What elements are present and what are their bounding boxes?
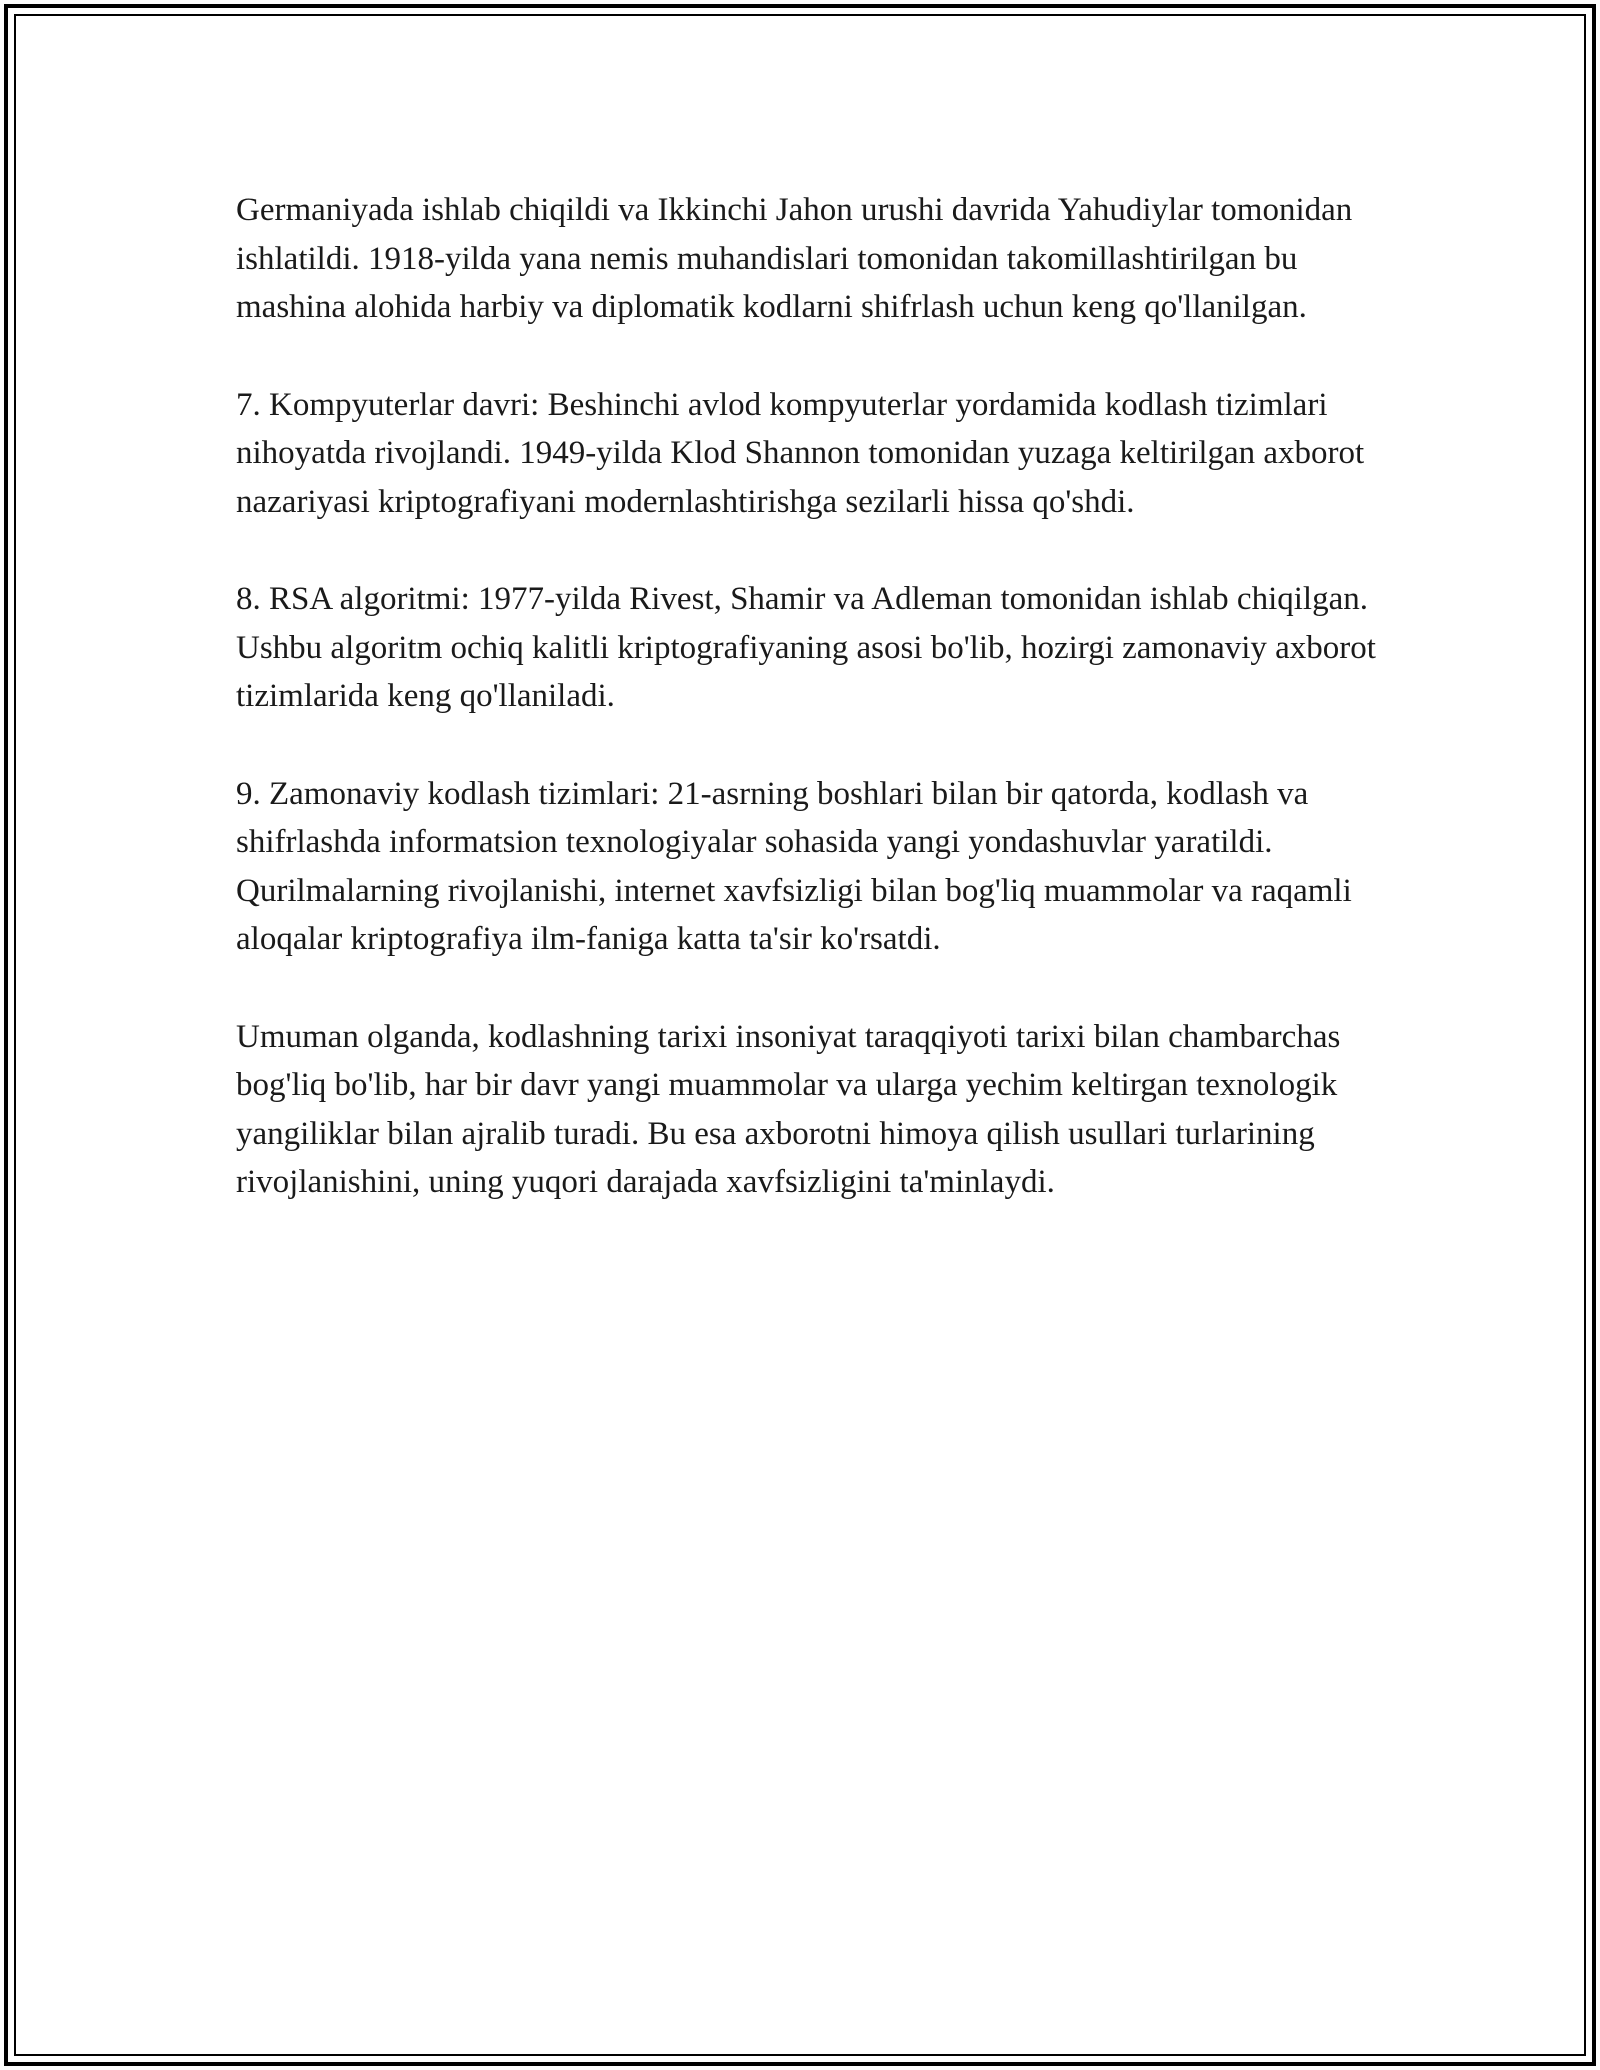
paragraph-conclusion: Umuman olganda, kodlashning tarixi insoniyat taraqqiyoti tarixi bilan chambarchas bog'liq bo'lib, har bir davr yangi muammolar va ularga yechim keltirgan texnologik yangiliklar bilan ajralib turadi. Bu esa axborotni himoya qilish usullari turlarining rivojlanishini, uning yuqori darajada xavfsizligini ta'minlaydi. [236,1018,1341,1200]
paragraph-computer-era: 7. Kompyuterlar davri: Beshinchi avlod kompyuterlar yordamida kodlash tizimlari nihoyatda rivojlandi. 1949-yilda Klod Shannon tomonidan yuzaga keltirilgan axborot nazariyasi kriptografiyani modernlashtirishga sezilarli hissa qo'shdi. [236,386,1365,520]
paragraph-enigma-continuation: Germaniyada ishlab chiqildi va Ikkinchi Jahon urushi davrida Yahudiylar tomonidan ishlatildi. 1918-yilda yana nemis muhandislari tomonidan takomillashtirilgan bu mashina alohida harbiy va diplomatik kodlarni shifrlash uchun keng qo'llanilgan. [236,192,1353,325]
document-body [236,186,1386,1256]
paragraph-modern-systems: 9. Zamonaviy kodlash tizimlari: 21-asrning boshlari bilan bir qatorda, kodlash va shifrlashda informatsion texnologiyalar sohasida yangi yondashuvlar yaratildi. Qurilmalarning rivojlanishi, internet xavfsizligi bilan bog'liq muammolar va raqamli aloqalar kriptografiya ilm-faniga katta ta'sir ko'rsatdi. [236,775,1352,957]
paragraph-rsa-algorithm: 8. RSA algoritmi: 1977-yilda Rivest, Shamir va Adleman tomonidan ishlab chiqilgan. Ushbu algoritm ochiq kalitli kriptografiyaning asosi bo'lib, hozirgi zamonaviy axborot tizimlarida keng qo'llaniladi. [236,581,1376,714]
